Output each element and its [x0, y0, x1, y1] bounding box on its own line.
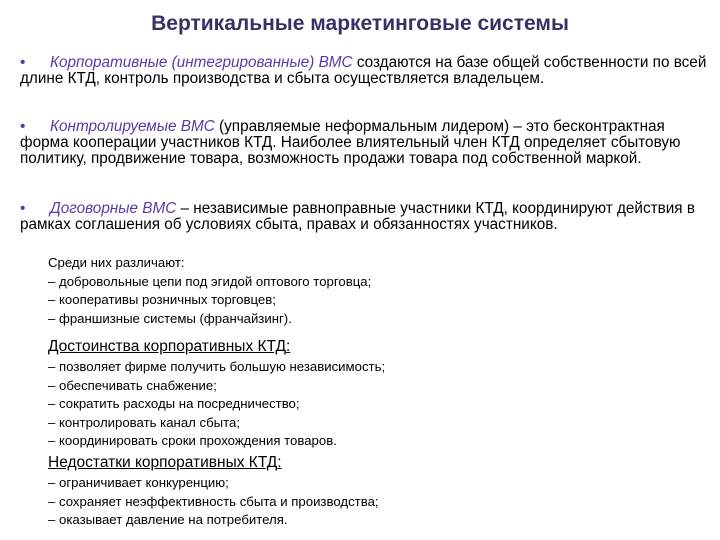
list-item: Среди них различают:	[48, 255, 185, 270]
bullet-corporate	[20, 55, 716, 87]
list-item: – сохраняет неэффективность сбыта и производства;	[48, 493, 379, 509]
advantages-list	[48, 358, 708, 451]
bullet-marker: •	[20, 54, 26, 71]
bullet-text: – независимые равноправные участники КТД, координируют действия в рамках соглашения об условиях сбыта, правах и обязанностях участников.	[20, 200, 695, 234]
list-item: – обеспечивать снабжение;	[48, 377, 217, 393]
disadvantages-heading	[48, 454, 282, 472]
list-item: – сократить расходы на посредничество;	[48, 396, 300, 412]
contract-types-list	[48, 254, 708, 328]
list-item: – добровольные цепи под эгидой оптового торговца;	[48, 273, 372, 289]
advantages-heading-colon: :	[285, 338, 291, 355]
bullet-marker: •	[20, 200, 26, 217]
list-item: – оказывает давление на потребителя.	[48, 512, 288, 528]
disadvantages-heading-colon: :	[277, 454, 282, 471]
advantages-heading-text: Достоинства корпоративных КТД	[48, 338, 286, 355]
bullet-term: Корпоративные (интегрированные) ВМС	[50, 54, 353, 71]
list-item: – координировать сроки прохождения товаров.	[48, 433, 337, 449]
disadvantages-list	[48, 474, 708, 530]
bullet-text: создаются на базе общей собственности по всей длине КТД, контроль производства и сбыта осуществляется владельцем.	[20, 54, 707, 88]
list-item: – ограничивает конкуренцию;	[48, 475, 229, 490]
list-item: – позволяет фирме получить большую независимость;	[48, 359, 386, 374]
bullet-text: (управляемые неформальным лидером) – это бесконтрактная форма кооперации участников КТД. Наиболее влиятельный член КТД определяет сбытовую политику, продвижение товара, возможность продажи товара под собственной маркой.	[20, 118, 681, 168]
advantages-heading	[48, 338, 290, 356]
list-item: – контролировать канал сбыта;	[48, 414, 241, 430]
disadvantages-heading-text: Недостатки корпоративных КТД	[48, 454, 278, 471]
bullet-term: Контролируемые ВМС	[50, 118, 215, 135]
bullet-contract	[20, 201, 716, 233]
bullet-controlled	[20, 119, 716, 168]
page-title: Вертикальные маркетинговые системы	[151, 12, 569, 35]
bullet-term: Договорные ВМС	[50, 200, 177, 217]
list-item: – франшизные системы (франчайзинг).	[48, 310, 292, 326]
bullet-marker: •	[20, 118, 26, 135]
list-item: – кооперативы розничных торговцев;	[48, 292, 276, 308]
